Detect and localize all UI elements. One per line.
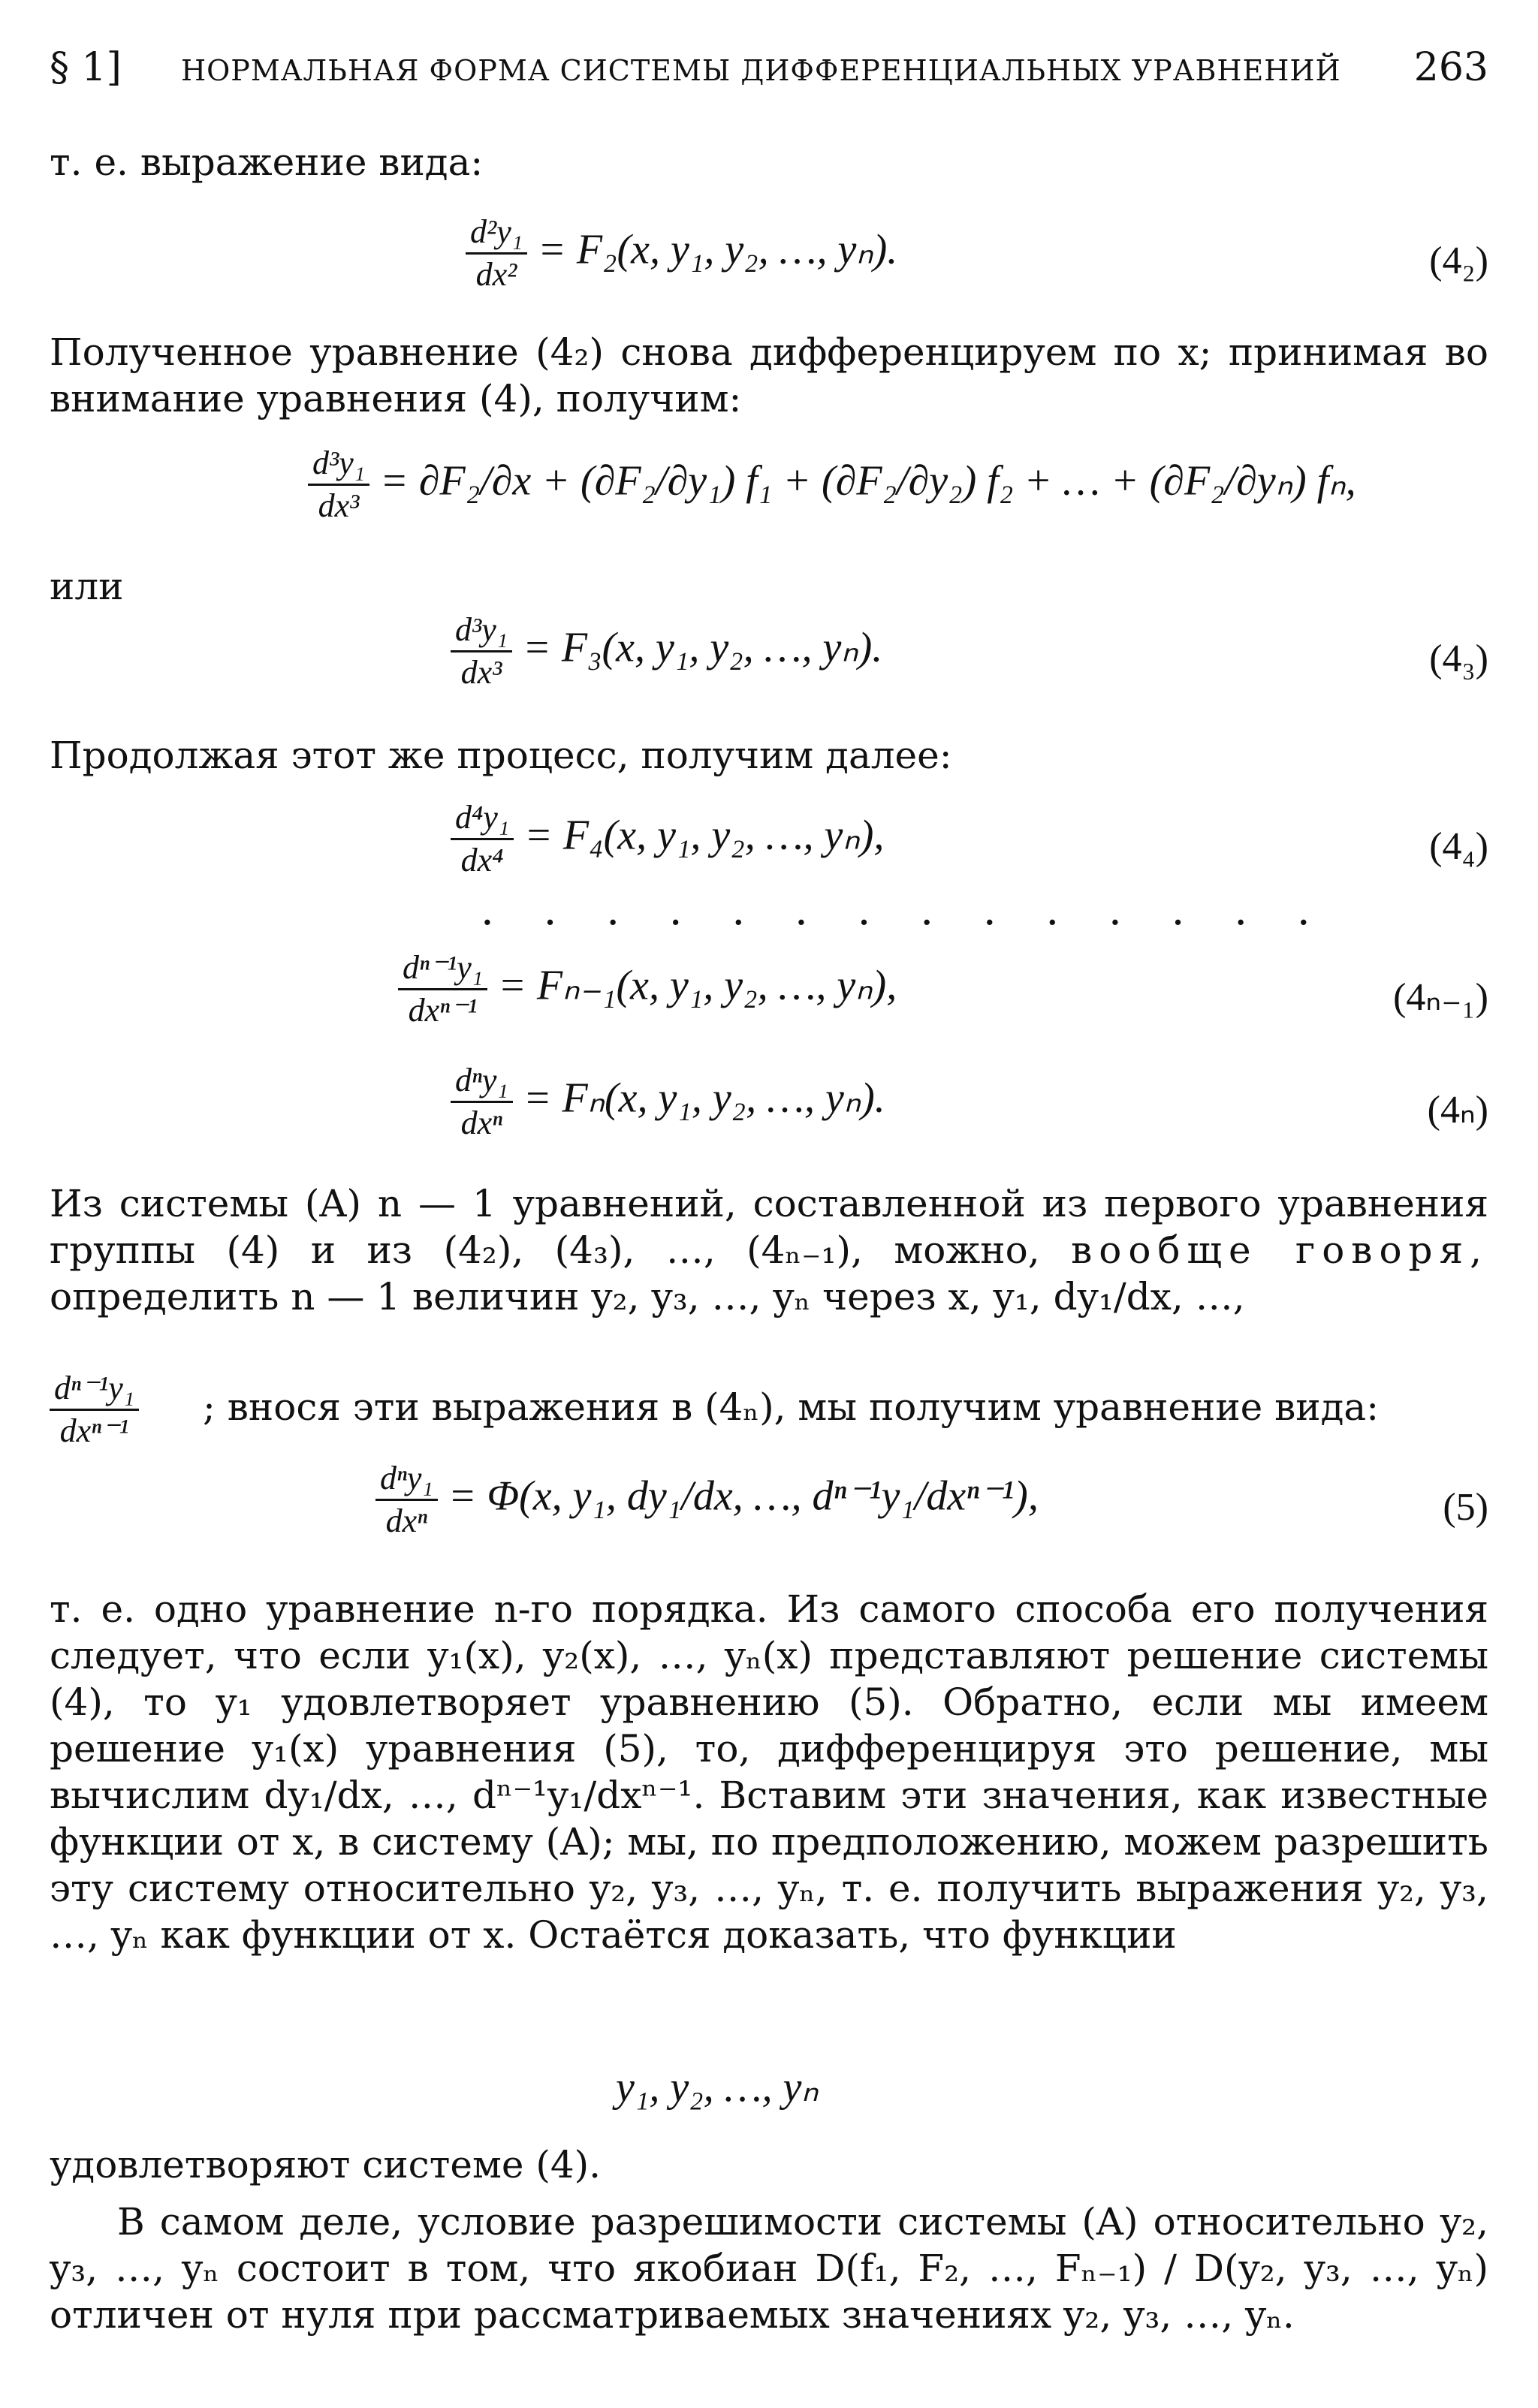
- equation-5: $\frac{\text{dⁿy₁}}{\text{dxⁿ}}$ = Φ(x, y₁, dy₁/dx, …, dⁿ⁻¹y₁/dxⁿ⁻¹),: [375, 1458, 1039, 1542]
- page-number: 263: [1413, 45, 1488, 90]
- ellipsis-row: . . . . . . . . . . . . . .: [481, 886, 1328, 935]
- paragraph: т. е. выражение вида:: [50, 140, 484, 184]
- paragraph: ; внося эти выражения в (4ₙ), мы получим уравнение вида:: [203, 1385, 1380, 1429]
- paragraph: Из системы (A) n — 1 уравнений, составленной из первого уравнения группы (4) и из (4₂), (4₃), …, (4ₙ₋₁), можно, вообще говоря, определить n — 1 величин y₂, y₃, …, yₙ через x, y₁, dy₁/dx, …,: [50, 1182, 1489, 1319]
- paragraph: Полученное уравнение (4₂) снова дифференцируем по x; принимая во внимание уравнения (4), получим:: [50, 330, 1488, 420]
- equation-third-derivative-expanded: $\frac{\text{d³y₁}}{\text{dx³}}$ = ∂F₂/∂x + (∂F₂/∂y₁) f₁ + (∂F₂/∂y₂) f₂ + … + (∂F₂/∂yₙ) fₙ,: [308, 443, 1356, 526]
- running-header: [50, 45, 1488, 98]
- equation-4-2: $\frac{\text{d²y₁}}{\text{dx²}}$ = F₂(x, y₁, y₂, …, yₙ).: [466, 212, 897, 295]
- running-title: НОРМАЛЬНАЯ ФОРМА СИСТЕМЫ ДИФФЕРЕНЦИАЛЬНЫХ УРАВНЕНИЙ: [181, 54, 1341, 87]
- paragraph: В самом деле, условие разрешимости системы (A) относительно y₂, y₃, …, yₙ состоит в том, что якобиан D(f₁, F₂, …, Fₙ₋₁) / D(y₂, y₃, …, yₙ) отличен от нуля при рассматриваемых значениях y₂, y₃, …, yₙ.: [50, 2200, 1488, 2337]
- paragraph: или: [50, 565, 124, 608]
- equation-4-4: $\frac{\text{d⁴y₁}}{\text{dx⁴}}$ = F₄(x, y₁, y₂, …, yₙ),: [451, 797, 884, 881]
- equation-4-n: $\frac{\text{dⁿy₁}}{\text{dxⁿ}}$ = Fₙ(x, y₁, y₂, …, yₙ).: [451, 1060, 885, 1144]
- paragraph: Продолжая этот же процесс, получим далее:: [50, 734, 952, 777]
- equation-label: (4ₙ): [1427, 1089, 1488, 1132]
- inline-fraction: $\frac{\text{dⁿ⁻¹y₁}}{\text{dxⁿ⁻¹}}$: [50, 1368, 139, 1451]
- equation-label: (4ₙ₋₁): [1393, 976, 1488, 1019]
- equation-label: (4₃): [1429, 637, 1488, 680]
- paragraph: т. е. одно уравнение n-го порядка. Из самого способа его получения следует, что если y₁(x), y₂(x), …, yₙ(x) представляют решение системы (4), то y₁ удовлетворяет уравнению (5). Обратно, если мы имеем решение y₁(x) уравнения (5), то, дифференцируя это решение, мы вычислим dy₁/dx, …, dⁿ⁻¹y₁/dxⁿ⁻¹. Вставим эти значения, как известные функции от x, в систему (A); мы, по предположению, можем разрешить эту систему относительно y₂, y₃, …, yₙ, т. е. получить выражения y₂, y₃, …, yₙ как функции от x. Остаётся доказать, что функции: [50, 1587, 1488, 1957]
- equation-label: (4₂): [1429, 240, 1488, 282]
- section-mark: § 1]: [50, 45, 122, 90]
- equation-label: (4₄): [1429, 825, 1488, 868]
- equation-4-3: $\frac{\text{d³y₁}}{\text{dx³}}$ = F₃(x, y₁, y₂, …, yₙ).: [451, 610, 882, 693]
- equation-label: (5): [1443, 1486, 1488, 1529]
- paragraph: удовлетворяют системе (4).: [50, 2143, 602, 2186]
- function-list: y₁, y₂, …, yₙ: [616, 2064, 819, 2111]
- equation-4-n-minus-1: $\frac{\text{dⁿ⁻¹y₁}}{\text{dxⁿ⁻¹}}$ = Fₙ₋₁(x, y₁, y₂, …, yₙ),: [398, 948, 897, 1031]
